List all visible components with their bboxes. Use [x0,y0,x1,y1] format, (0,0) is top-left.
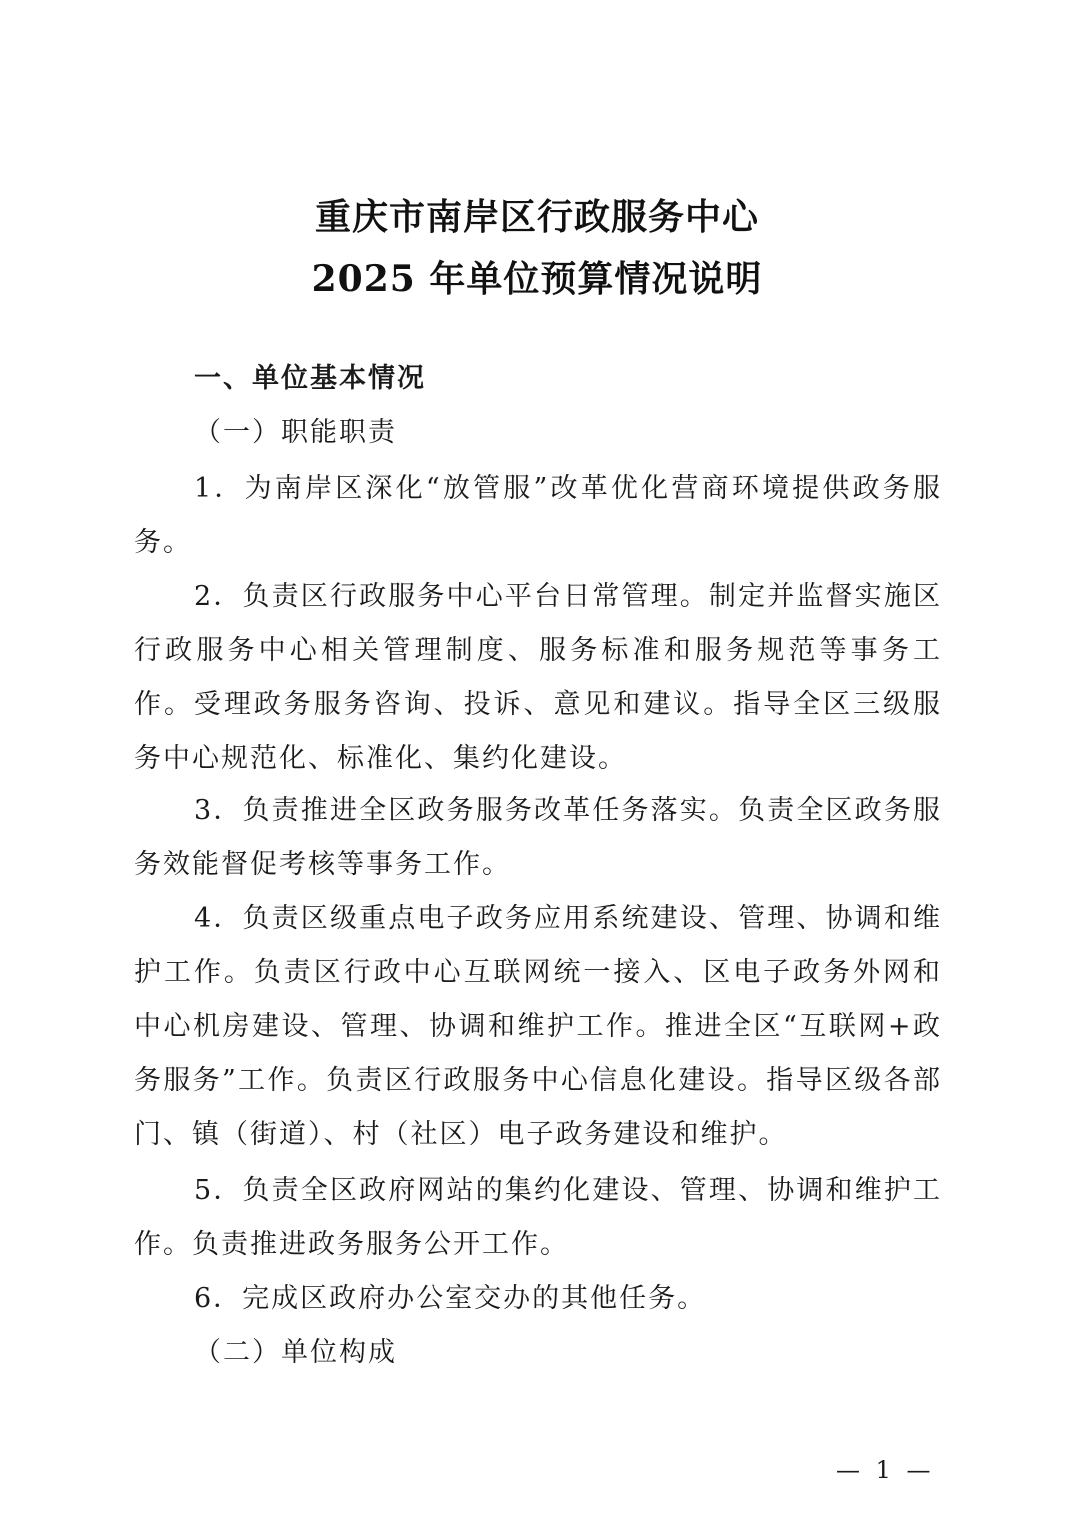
title-line-2: 2025 年单位预算情况说明 [311,258,763,300]
subsection-heading-duties: （一）职能职责 [194,417,397,448]
duty-item-3: 3．负责推进全区政务服务改革任务落实。负责全区政务服务效能督促考核等事务工作。 [134,795,942,880]
duty-item-6: 6．完成区政府办公室交办的其他任务。 [194,1283,707,1314]
subsection-heading-composition: （二）单位构成 [194,1337,397,1368]
section-heading-basic-info: 一、单位基本情况 [194,363,426,394]
page-number: — 1 — [836,1456,935,1484]
duty-item-5: 5．负责全区政府网站的集约化建设、管理、协调和维护工作。负责推进政务服务公开工作。 [134,1175,942,1260]
title-line-1: 重庆市南岸区行政服务中心 [314,196,759,238]
duty-item-1: 1．为南岸区深化“放管服”改革优化营商环境提供政务服务。 [134,473,942,558]
document-title [0,186,1074,310]
duty-item-2: 2．负责区行政服务中心平台日常管理。制定并监督实施区行政服务中心相关管理制度、服务标准和服务规范等事务工作。受理政务服务咨询、投诉、意见和建议。指导全区三级服务中心规范化、标准化、集约化建设。 [134,581,942,774]
duty-item-4: 4．负责区级重点电子政务应用系统建设、管理、协调和维护工作。负责区行政中心互联网统一接入、区电子政务外网和中心机房建设、管理、协调和维护工作。推进全区“互联网+政务服务”工作。负责区行政服务中心信息化建设。指导区级各部门、镇（街道）、村（社区）电子政务建设和维护。 [134,903,942,1150]
